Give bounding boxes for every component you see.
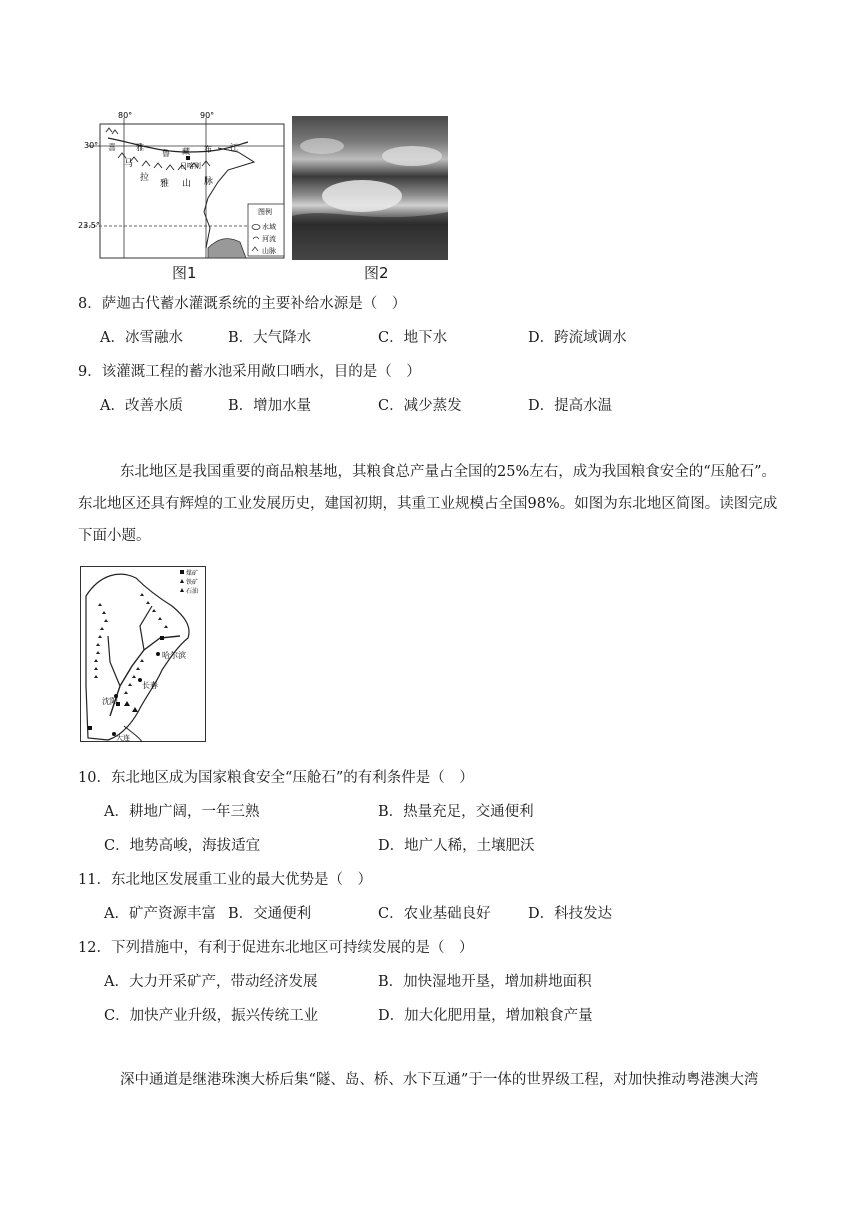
question-10-option-b[interactable]: B．热量充足，交通便利 — [378, 804, 534, 820]
question-12-stem: 12．下列措施中，有利于促进东北地区可持续发展的是（ ） — [78, 940, 474, 956]
question-10-option-a[interactable]: A．耕地广阔，一年三熟 — [104, 804, 260, 820]
legend-item-water: 水域 — [262, 223, 276, 231]
river-char: 鲁 — [162, 149, 170, 158]
legend-item-mountain: 山脉 — [262, 247, 276, 255]
lat-label-23-5: 23.5° — [78, 221, 100, 230]
legend-title: 图例 — [258, 208, 272, 216]
city-harbin: 哈尔滨 — [162, 651, 186, 660]
mountain-char: 脉 — [204, 177, 214, 187]
lon-label-90: 90° — [200, 111, 215, 120]
legend-oil: 石油 — [186, 588, 199, 595]
city-dalian: 大连 — [116, 734, 130, 742]
river-char: 江 — [230, 143, 238, 152]
question-11-option-d[interactable]: D．科技发达 — [528, 906, 613, 922]
river-char: 雅 — [136, 143, 144, 152]
figure-2-photo — [292, 116, 448, 260]
question-8-option-a[interactable]: A．冰雪融水 — [100, 330, 183, 346]
question-8-stem: 8．萨迦古代蓄水灌溉系统的主要补给水源是（ ） — [78, 296, 407, 312]
lat-label-30: 30° — [84, 141, 99, 150]
city-label-shigatse: 日喀则 — [180, 162, 201, 170]
question-12-option-c[interactable]: C．加快产业升级，振兴传统工业 — [104, 1008, 319, 1024]
city-shenyang: 沈阳 — [102, 697, 118, 706]
river-char: 布 — [204, 145, 212, 154]
city-changchun: 长春 — [142, 681, 158, 690]
question-11-option-a[interactable]: A．矿产资源丰富 — [104, 906, 216, 922]
question-10-option-d[interactable]: D．地广人稀，土壤肥沃 — [378, 838, 535, 854]
lon-label-80: 80° — [118, 111, 133, 120]
mountain-char: 喜 — [108, 143, 116, 152]
question-11-option-c[interactable]: C．农业基础良好 — [378, 906, 491, 922]
question-12-option-d[interactable]: D．加大化肥用量，增加粮食产量 — [378, 1008, 593, 1024]
figure-1-caption: 图1 — [172, 264, 197, 282]
question-9-option-c[interactable]: C．减少蒸发 — [378, 398, 462, 414]
question-12-option-b[interactable]: B．加快湿地开垦，增加耕地面积 — [378, 974, 592, 990]
legend-coal: 煤矿 — [186, 570, 199, 577]
question-8-option-c[interactable]: C．地下水 — [378, 330, 448, 346]
question-11-option-b[interactable]: B．交通便利 — [228, 906, 312, 922]
question-9-option-b[interactable]: B．增加水量 — [228, 398, 312, 414]
mountain-char: 马 — [124, 159, 134, 169]
question-8-option-d[interactable]: D．跨流域调水 — [528, 330, 627, 346]
question-10-option-c[interactable]: C．地势高峻，海拔适宜 — [104, 838, 261, 854]
question-11-stem: 11．东北地区发展重工业的最大优势是（ ） — [78, 872, 372, 888]
river-char: 藏 — [182, 147, 190, 156]
question-9-option-d[interactable]: D．提高水温 — [528, 398, 613, 414]
legend-iron: 铁矿 — [186, 579, 199, 586]
northeast-map — [80, 566, 206, 742]
passage-shenzhong: 深中通道是继港珠澳大桥后集“隧、岛、桥、水下互通”于一体的世界级工程，对加快推动粤港澳大湾 — [120, 1072, 759, 1088]
legend-item-river: 河流 — [262, 235, 276, 243]
question-10-stem: 10．东北地区成为国家粮食安全“压舱石”的有利条件是（ ） — [78, 770, 474, 786]
passage-northeast: 东北地区是我国重要的商品粮基地，其粮食总产量占全国的25%左右，成为我国粮食安全的“压舱石”。东北地区还具有辉煌的工业发展历史，建国初期，其重工业规模占全国98%。如图为东北地区简图。读图完成下面小题。 — [78, 464, 778, 544]
figure-1-map — [78, 108, 288, 260]
question-9-stem: 9．该灌溉工程的蓄水池采用敞口晒水，目的是（ ） — [78, 364, 421, 380]
question-12-option-a[interactable]: A．大力开采矿产，带动经济发展 — [104, 974, 318, 990]
question-8-option-b[interactable]: B．大气降水 — [228, 330, 312, 346]
mountain-char: 雅 — [160, 179, 170, 189]
question-9-option-a[interactable]: A．改善水质 — [100, 398, 183, 414]
mountain-char: 拉 — [140, 173, 150, 183]
mountain-char: 山 — [182, 179, 192, 189]
figure-2-caption: 图2 — [364, 264, 389, 282]
